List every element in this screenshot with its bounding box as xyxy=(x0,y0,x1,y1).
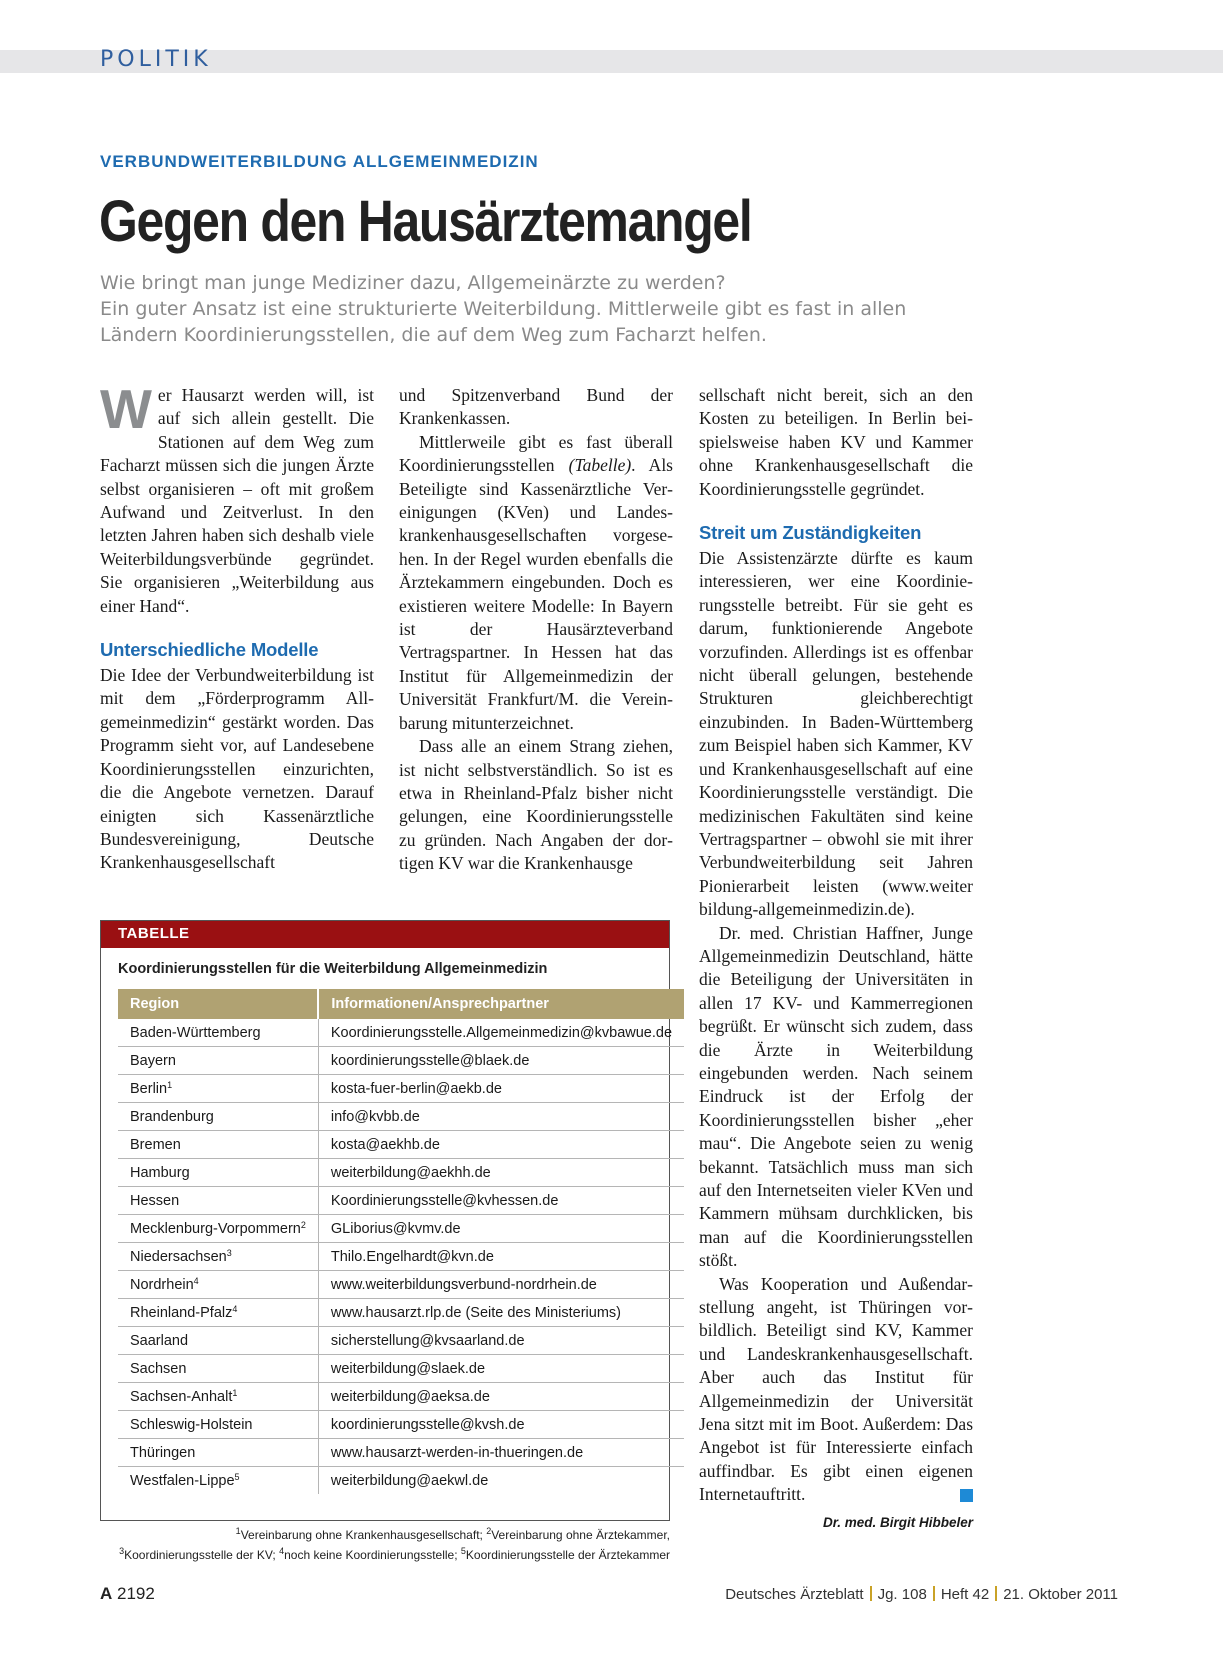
footnote-text: noch keine Koordinierungsstelle; xyxy=(284,1548,461,1562)
table-row xyxy=(118,1047,684,1075)
region-cell xyxy=(118,1299,318,1327)
article-column-3 xyxy=(699,384,973,1534)
table-row xyxy=(118,1439,684,1467)
table-box xyxy=(100,920,673,1521)
footnote-marker: 2 xyxy=(300,1220,306,1230)
region-name: Rheinland-Pfalz xyxy=(130,1305,233,1321)
contact-cell: kosta@aekhb.de xyxy=(318,1131,684,1159)
region-cell xyxy=(118,1271,318,1299)
region-name: Berlin xyxy=(130,1081,168,1097)
column-header-contact: Informationen/Ansprechpartner xyxy=(318,989,684,1019)
headline: Gegen den Hausärztemangel xyxy=(99,189,752,254)
footnote-line xyxy=(100,1543,670,1563)
table-label: TABELLE xyxy=(101,921,669,948)
paragraph-text: Mittlerweile gibt es fast überall Koordinierungsstellen xyxy=(399,431,673,476)
table-row xyxy=(118,1103,684,1131)
table-footnotes xyxy=(100,1523,670,1563)
paragraph-text: er Hausarzt werden will, ist auf sich allein gestellt. Die Stationen auf dem Weg zum Facharzt müssen sich die jungen Ärzte selbst organisieren – oft mit großem Aufwand und Zeitverlust. In den letzten Jahren haben sich deshalb viele Weiterbildungsverbünde gegründet. Sie organisieren „Weiterbildung aus einer Hand“. xyxy=(100,385,374,616)
page-folio xyxy=(100,1584,155,1604)
contact-cell: weiterbildung@aekhh.de xyxy=(318,1159,684,1187)
region-cell xyxy=(118,1075,318,1103)
folio-prefix: A xyxy=(100,1584,113,1603)
standfirst-line-1: Wie bringt man junge Mediziner dazu, Allgemeinärzte zu werden? xyxy=(100,272,726,294)
end-mark-icon xyxy=(960,1489,973,1502)
footnote-text: Koordinierungsstelle der Ärztekammer xyxy=(465,1548,670,1562)
contact-cell: weiterbildung@slaek.de xyxy=(318,1355,684,1383)
region-cell xyxy=(118,1131,318,1159)
footer-separator xyxy=(995,1586,997,1601)
contact-cell: weiterbildung@aeksa.de xyxy=(318,1383,684,1411)
footnote-number: 1 xyxy=(235,1526,241,1536)
region-name: Niedersachsen xyxy=(130,1249,227,1265)
region-cell xyxy=(118,1327,318,1355)
contact-cell: Koordinierungsstelle.Allgemeinmedizin@kvbawue.de xyxy=(318,1019,684,1047)
table-row xyxy=(118,1215,684,1243)
region-name: Sachsen xyxy=(130,1360,187,1377)
journal-footer xyxy=(725,1586,1118,1603)
table-row xyxy=(118,1271,684,1299)
region-name: Bremen xyxy=(130,1136,181,1153)
table-row xyxy=(118,1159,684,1187)
region-name: Thüringen xyxy=(130,1444,196,1461)
contact-cell: Thilo.Engelhardt@kvn.de xyxy=(318,1243,684,1271)
drop-cap: W xyxy=(100,378,152,440)
article-column-2 xyxy=(399,384,673,876)
footnote-marker: 4 xyxy=(232,1304,238,1314)
column-header-region: Region xyxy=(118,989,318,1019)
region-cell xyxy=(118,1383,318,1411)
table-header-row xyxy=(118,989,684,1019)
region-name: Westfalen-Lippe xyxy=(130,1473,235,1489)
page-number: 2192 xyxy=(117,1584,155,1603)
paragraph: sellschaft nicht bereit, sich an den Kosten zu beteiligen. In Berlin beispielsweise haben KV und Kammer ohne Krankenhausgesellschaft die Koordinierungsstelle gegründet. xyxy=(699,385,973,499)
table-row xyxy=(118,1187,684,1215)
table-row xyxy=(118,1131,684,1159)
subheading: Streit um Zuständigkeiten xyxy=(699,522,922,544)
contact-cell: koordinierungsstelle@kvsh.de xyxy=(318,1411,684,1439)
footnote-marker: 4 xyxy=(193,1276,199,1286)
journal-name: Deutsches Ärzteblatt xyxy=(725,1586,864,1603)
region-cell xyxy=(118,1019,318,1047)
paragraph: Dass alle an einem Strang ziehen, ist nicht selbstverständlich. So ist es etwa in Rheinland-Pfalz bisher nicht gelungen, eine Koordinierungsstelle zu gründen. Nach Angaben der dortigen KV war die Krankenhausge xyxy=(399,736,673,874)
region-cell xyxy=(118,1047,318,1075)
region-cell xyxy=(118,1411,318,1439)
contact-cell: info@kvbb.de xyxy=(318,1103,684,1131)
table-row xyxy=(118,1299,684,1327)
paragraph: Die Idee der Verbundweiterbildung ist mit dem „Förderprogramm Allgemeinmedizin“ gestärkt worden. Das Programm sieht vor, auf Landesebene Koordinierungsstellen einzurichten, die die Angebote vernetzen. Darauf einigten sich Kassenärztliche Bundesvereinigung, Deutsche Krankenhausgesellschaft xyxy=(100,665,374,873)
contact-cell: www.hausarzt.rlp.de (Seite des Ministeriums) xyxy=(318,1299,684,1327)
table-row xyxy=(118,1327,684,1355)
standfirst xyxy=(100,270,980,348)
footnote-number: 2 xyxy=(486,1526,492,1536)
footnote-number: 3 xyxy=(119,1546,125,1556)
paragraph: Dr. med. Christian Haffner, Junge Allgemeinmedizin Deutschland, hätte die Beteiligung der Universitäten in allen 17 KV- und Kammerregionen begrüßt. Er wünscht sich zudem, dass die Ärzte in Weiterbildung eingebunden werden. Nach seinem Eindruck ist der Erfolg der Koordinierungsstellen bisher „eher mau“. Die Angebote seien zu wenig bekannt. Tatsächlich muss man sich auf den Internetseiten vieler KVen und Kammern mühsam durchklicken, bis man auf die Koordinierungsstellen stößt. xyxy=(699,922,973,1271)
region-name: Bayern xyxy=(130,1052,176,1069)
table-reference: (Tabelle) xyxy=(568,455,632,476)
table-row xyxy=(118,1467,684,1495)
footnote-text: Vereinbarung ohne Ärztekammer, xyxy=(491,1528,670,1542)
region-name: Brandenburg xyxy=(130,1108,214,1125)
contact-cell: koordinierungsstelle@blaek.de xyxy=(318,1047,684,1075)
standfirst-line-2: Ein guter Ansatz ist eine strukturierte Weiterbildung. Mittlerweile gibt es fast in allen Ländern Koordinierungsstellen, die auf dem Weg zum Facharzt helfen. xyxy=(100,298,907,346)
footnote-number: 4 xyxy=(279,1546,285,1556)
footnote-text: Koordinierungsstelle der KV; xyxy=(124,1548,280,1562)
kicker: VERBUNDWEITERBILDUNG ALLGEMEINMEDIZIN xyxy=(100,152,539,171)
journal-date: 21. Oktober 2011 xyxy=(1003,1586,1118,1603)
region-cell xyxy=(118,1243,318,1271)
paragraph xyxy=(699,1273,973,1507)
footnote-marker: 1 xyxy=(232,1388,238,1398)
coordination-table xyxy=(118,989,684,1494)
region-name: Hamburg xyxy=(130,1164,190,1181)
table-row xyxy=(118,1019,684,1047)
table-row xyxy=(118,1411,684,1439)
footnote-marker: 1 xyxy=(167,1080,173,1090)
paragraph xyxy=(399,431,673,735)
section-label: POLITIK xyxy=(100,47,212,72)
region-cell xyxy=(118,1159,318,1187)
contact-cell: weiterbildung@aekwl.de xyxy=(330,1472,489,1489)
paragraph: und Spitzenverband Bund der Krankenkassen. xyxy=(399,385,673,429)
region-name: Nordrhein xyxy=(130,1277,194,1293)
footnote-line xyxy=(100,1523,670,1543)
contact-cell: www.weiterbildungsverbund-nordrhein.de xyxy=(318,1271,684,1299)
paragraph-text: Was Kooperation und Außendarstellung angeht, ist Thüringen vorbildlich. Beteiligt sind KV, Kammer und Landeskrankenhausgesellschaft. Aber auch das Institut für Allgemeinmedizin der Universität Jena sitzt mit im Boot. Außerdem: Das Angebot ist für Interessierte einfach auffindbar. Es gibt einen eigenen Internetauftritt. xyxy=(699,1273,973,1505)
author-byline: Dr. med. Birgit Hibbeler xyxy=(822,1514,973,1530)
paragraph-text: . Als Beteiligte sind Kassenärztliche Vereinigungen (KVen) und Landeskrankenhausgesellschaften vorgesehen. In der Regel wurden ebenfalls die Ärztekammern eingebunden. Doch es existieren weitere Modelle: In Bayern ist der Hausärzteverband Vertragspartner. In Hessen hat das Institut für Allgemeinmedizin der Universität Frankfurt/M. die Vereinbarung mitunterzeichnet. xyxy=(399,455,673,733)
table-row xyxy=(118,1383,684,1411)
region-name: Saarland xyxy=(130,1332,189,1349)
region-name: Hessen xyxy=(130,1192,180,1209)
footnote-text: Vereinbarung ohne Krankenhausgesellschaft; xyxy=(240,1528,487,1542)
table-row xyxy=(118,1355,684,1383)
table-caption: Koordinierungsstellen für die Weiterbildung Allgemeinmedizin xyxy=(118,961,548,977)
contact-cell: kosta-fuer-berlin@aekb.de xyxy=(318,1075,684,1103)
region-name: Schleswig-Holstein xyxy=(130,1416,253,1433)
region-cell xyxy=(118,1355,318,1383)
paragraph: Die Assistenzärzte dürfte es kaum interessieren, wer eine Koordinierungsstelle betreibt. Für sie geht es darum, funktionierende Angebote vorzufinden. Allerdings ist es offenbar nicht überall gelungen, bestehende Strukturen gleichberechtigt einzubinden. In Baden-Württemberg zum Beispiel haben sich Kammer, KV und Krankenhausgesellschaft auf eine Koordinierungsstelle verständigt. Die medizinischen Fakultäten sind keine Vertragspartner – obwohl sie mit ihrer Verbundweiterbildung seit Jahren Pionierarbeit leisten (www.weiter bildung-allgemeinmedizin.de). xyxy=(699,548,973,920)
region-name: Sachsen-Anhalt xyxy=(130,1389,233,1405)
journal-issue: Heft 42 xyxy=(940,1586,990,1603)
contact-cell: www.hausarzt-werden-in-thueringen.de xyxy=(318,1439,684,1467)
table-row xyxy=(118,1243,684,1271)
subheading: Unterschiedliche Modelle xyxy=(100,639,319,661)
region-cell xyxy=(118,1103,318,1131)
region-cell xyxy=(118,1439,318,1467)
region-cell xyxy=(118,1467,318,1495)
footer-separator xyxy=(870,1586,872,1601)
contact-cell: Koordinierungsstelle@kvhessen.de xyxy=(318,1187,684,1215)
footer-separator xyxy=(933,1586,935,1601)
region-cell xyxy=(118,1215,318,1243)
contact-cell: sicherstellung@kvsaarland.de xyxy=(318,1327,684,1355)
contact-cell: GLiborius@kvmv.de xyxy=(318,1215,684,1243)
region-name: Mecklenburg-Vorpommern xyxy=(130,1221,301,1237)
footnote-marker: 5 xyxy=(234,1472,240,1482)
region-name: Baden-Württemberg xyxy=(130,1024,261,1041)
journal-volume: Jg. 108 xyxy=(877,1586,927,1603)
paragraph xyxy=(100,378,374,618)
footnote-number: 5 xyxy=(460,1546,466,1556)
footnote-marker: 3 xyxy=(226,1248,232,1258)
table-row xyxy=(118,1075,684,1103)
article-column-1 xyxy=(100,378,374,875)
region-cell xyxy=(118,1187,318,1215)
